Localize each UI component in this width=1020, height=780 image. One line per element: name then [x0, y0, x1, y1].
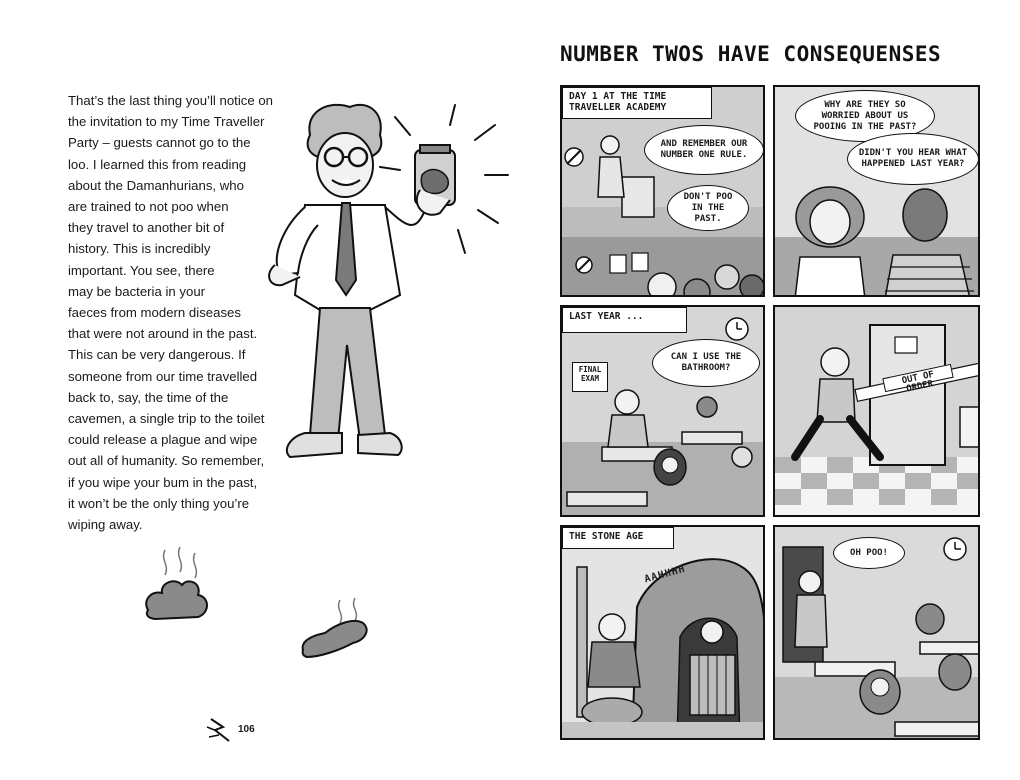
comic-grid	[560, 85, 980, 740]
body-line: cavemen, a single trip to the toilet	[68, 411, 265, 427]
body-line: it won’t be the only thing you’re	[68, 495, 250, 511]
body-line: they travel to another bit of	[68, 220, 225, 236]
panel-oh-poo	[773, 525, 980, 740]
comic-title: NUMBER TWOS HAVE CONSEQUENSES	[560, 42, 942, 66]
body-line: Party – guests cannot go to the	[68, 135, 251, 151]
body-line: back to, say, the time of the	[68, 389, 229, 405]
bubble-text: DIDN'T YOU HEAR WHAT HAPPENED LAST YEAR?	[858, 148, 968, 169]
body-line: out all of humanity. So remember,	[68, 453, 265, 469]
panel-art	[775, 307, 980, 517]
bubble-text: WHY ARE THEY SO WORRIED ABOUT US POOING IN THE PAST?	[813, 99, 917, 132]
poo-icon	[140, 545, 215, 625]
body-line: wiping away.	[68, 517, 143, 533]
panel-caption: LAST YEAR ...	[562, 307, 687, 333]
body-line: the invitation to my Time Traveller	[68, 114, 265, 130]
panel-classroom	[560, 85, 765, 297]
panel-exam	[560, 305, 765, 517]
bubble-text: AND REMEMBER OUR NUMBER ONE RULE.	[660, 139, 748, 160]
scream-sfx: AAHHHH	[643, 563, 687, 586]
man-with-jar-illustration	[250, 95, 510, 485]
bubble-text: DON'T POO IN THE PAST.	[683, 191, 733, 224]
body-line: about the Damanhurians, who	[68, 177, 244, 193]
page-number: 106	[238, 724, 255, 735]
panel-art	[562, 527, 765, 740]
speech-bubble	[667, 185, 749, 231]
panel-art	[562, 307, 765, 517]
bubble-text: OH POO!	[850, 547, 888, 558]
body-line: That’s the last thing you’ll notice on	[68, 93, 274, 108]
final-exam-sign: FINAL EXAM	[572, 362, 608, 392]
panel-caption: DAY 1 AT THE TIME TRAVELLER ACADEMY	[562, 87, 712, 119]
body-line: may be bacteria in your	[68, 283, 206, 299]
panel-stone-age	[560, 525, 765, 740]
body-line: history. This is incredibly	[68, 241, 211, 257]
body-line: are trained to not poo when	[68, 199, 229, 215]
speech-bubble	[644, 125, 764, 175]
body-line: someone from our time travelled	[68, 368, 258, 384]
bubble-text: CAN I USE THE BATHROOM?	[670, 352, 742, 373]
body-line: faeces from modern diseases	[68, 305, 241, 321]
poo-icon	[295, 595, 375, 660]
body-line: This can be very dangerous. If	[68, 347, 246, 363]
body-line: loo. I learned this from reading	[68, 156, 247, 172]
panel-out-of-order	[773, 305, 980, 517]
body-line: important. You see, there	[68, 262, 215, 278]
body-line: if you wipe your bum in the past,	[68, 474, 258, 490]
speech-bubble	[847, 133, 979, 185]
speech-bubble	[833, 537, 905, 569]
body-line: that were not around in the past.	[68, 326, 258, 342]
body-line: could release a plague and wipe	[68, 432, 258, 448]
panel-caption: THE STONE AGE	[562, 527, 674, 549]
lightning-icon	[205, 715, 235, 745]
out-of-order-tape: OUT OF ORDER	[882, 364, 953, 392]
panel-two-students	[773, 85, 980, 297]
speech-bubble	[652, 339, 760, 387]
